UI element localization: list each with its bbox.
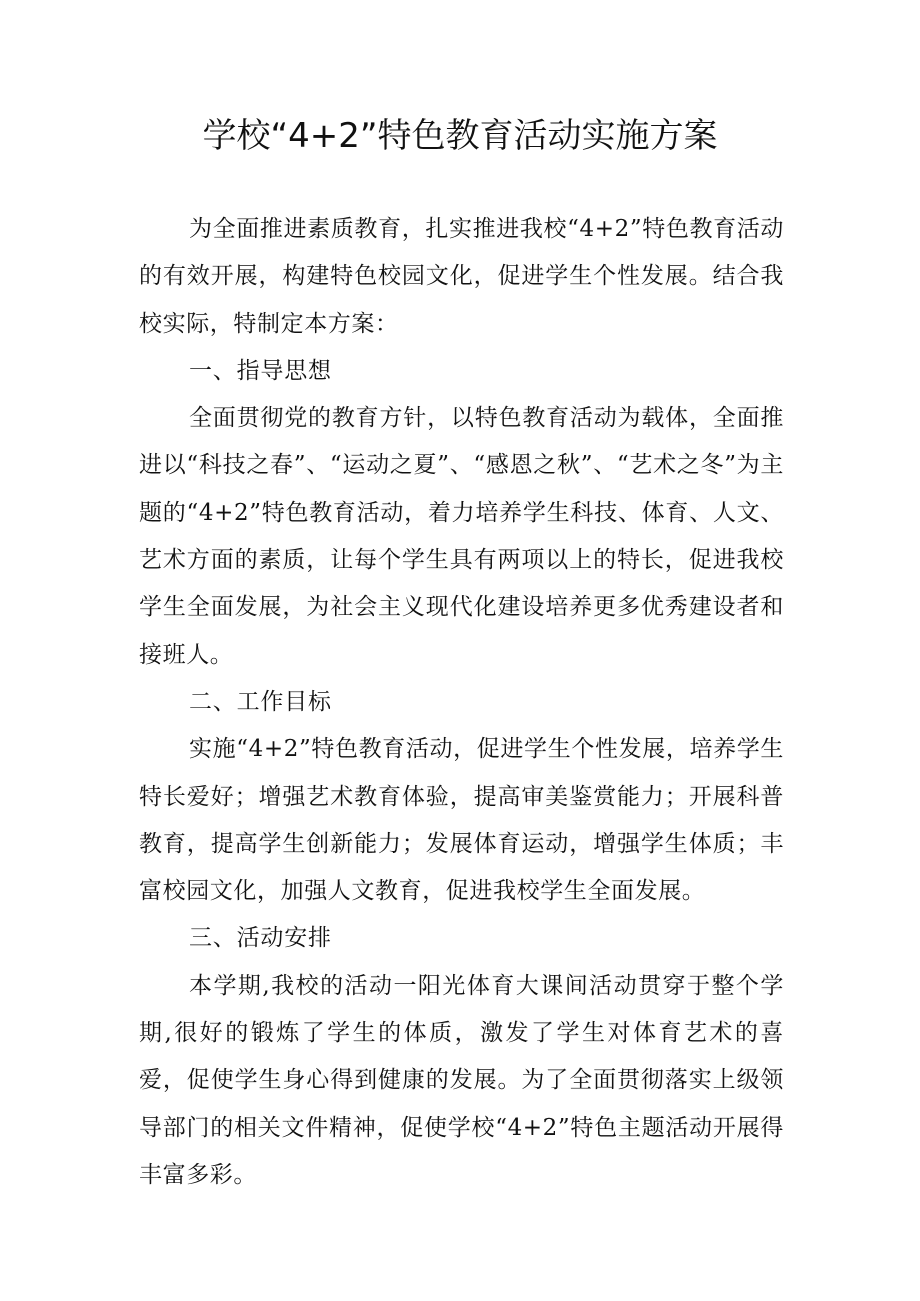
section-heading-guiding-ideology: 一、指导思想 [189, 357, 332, 384]
section-heading-activity-arrangement: 三、活动安排 [189, 925, 332, 952]
document-title: 学校“4+2”特色教育活动实施方案 [202, 116, 718, 156]
section-body-work-goals: 实施“4+2”特色教育活动，促进学生个性发展，培养学生特长爱好；增强艺术教育体验，提高审美鉴赏能力；开展科普教育，提高学生创新能力；发展体育运动，增强学生体质；丰富校园文化，加强人文教育，促进我校学生全面发展。 [139, 736, 784, 905]
section-body-guiding-ideology: 全面贯彻党的教育方针，以特色教育活动为载体，全面推进以“科技之春”、“运动之夏”、“感恩之秋”、“艺术之冬”为主题的“4+2”特色教育活动，着力培养学生科技、体育、人文、艺术方面的素质，让每个学生具有两项以上的特长，促进我校学生全面发展，为社会主义现代化建设培养更多优秀建设者和接班人。 [139, 405, 784, 668]
document-body [139, 206, 784, 1199]
section-heading-work-goals: 二、工作目标 [189, 688, 332, 715]
intro-paragraph: 为全面推进素质教育，扎实推进我校“4+2”特色教育活动的有效开展，构建特色校园文化，促进学生个性发展。结合我校实际，特制定本方案： [139, 216, 784, 337]
section-body-activity-arrangement: 本学期,我校的活动一阳光体育大课间活动贯穿于整个学期,很好的锻炼了学生的体质，激发了学生对体育艺术的喜爱，促使学生身心得到健康的发展。为了全面贯彻落实上级领导部门的相关文件精神，促使学校“4+2”特色主题活动开展得丰富多彩。 [139, 972, 784, 1188]
